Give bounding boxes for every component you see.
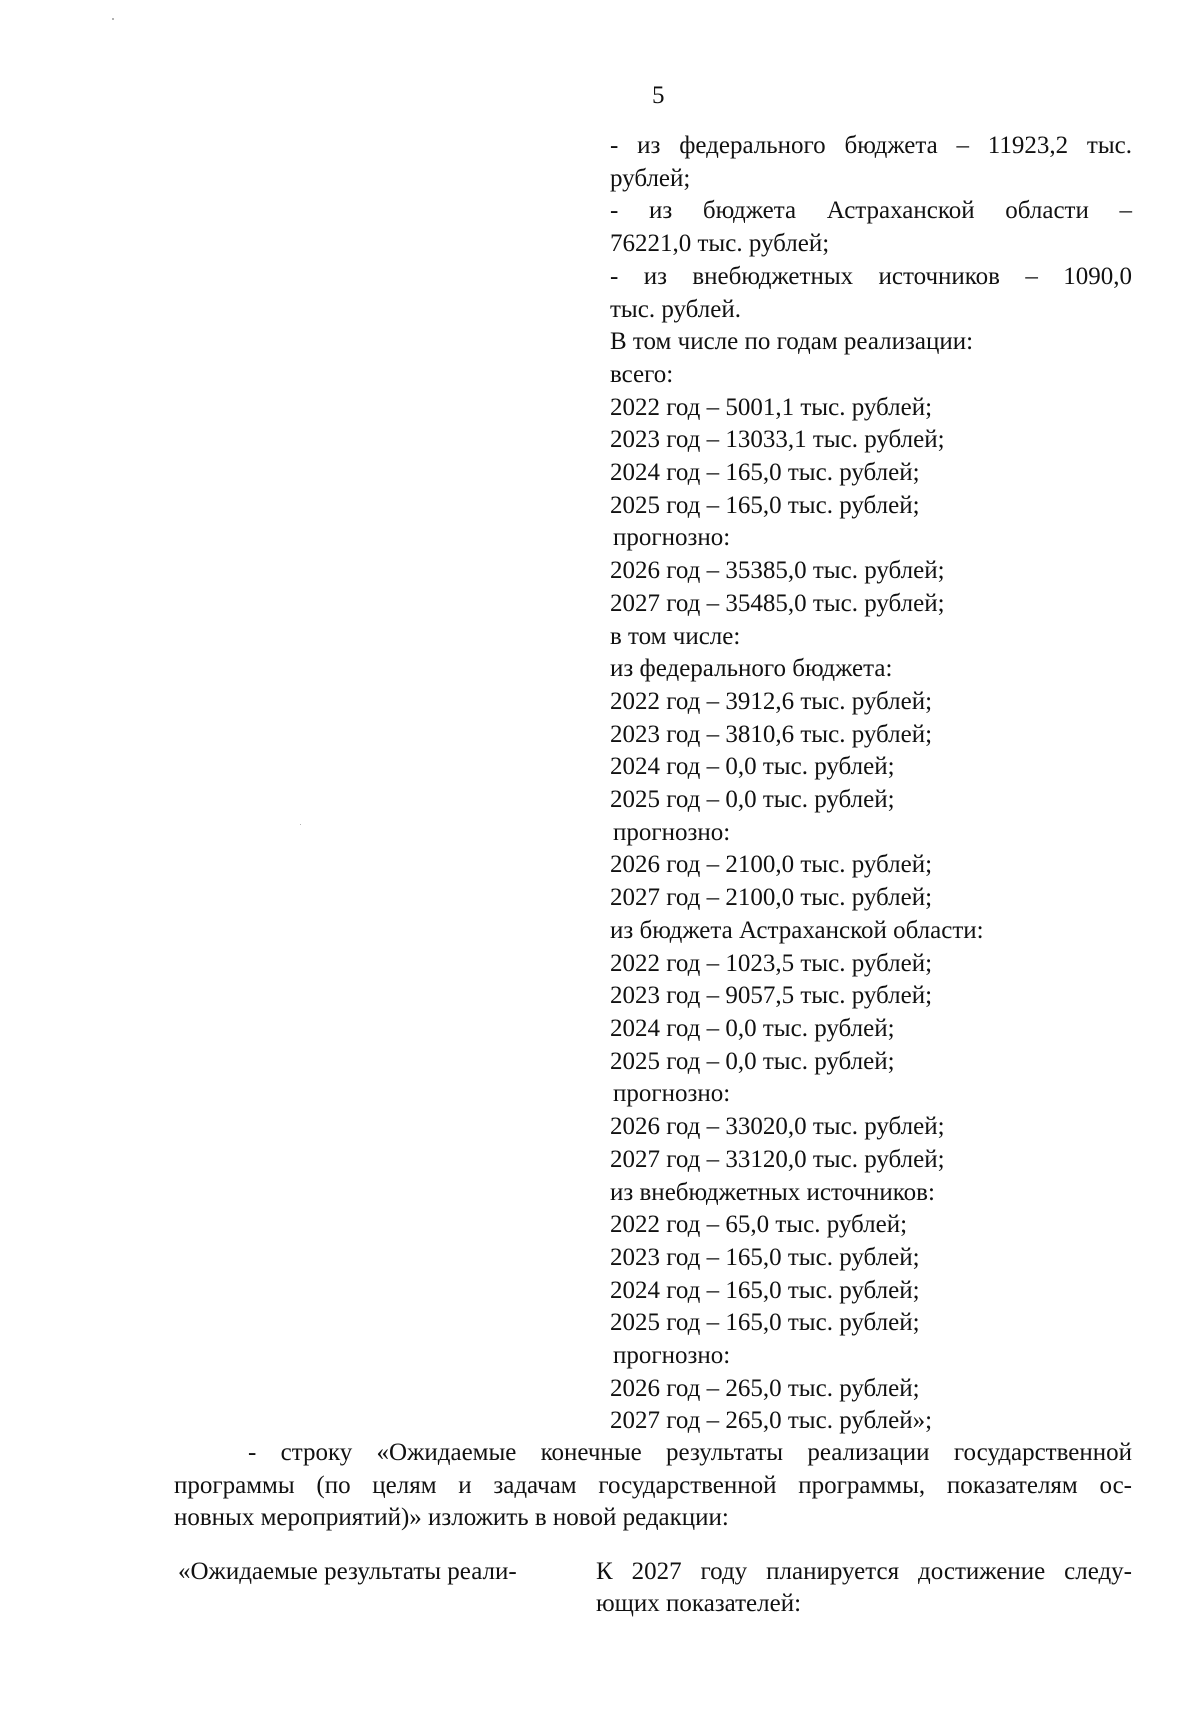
funding-line: 2026 год – 33020,0 тыс. рублей; <box>610 1113 945 1141</box>
funding-line: всего: <box>610 360 674 388</box>
paragraph-line: новных мероприятий)» изложить в новой редакции: <box>174 1504 729 1531</box>
funding-line: 2027 год – 2100,0 тыс. рублей; <box>610 884 933 912</box>
funding-line: 2026 год – 35385,0 тыс. рублей; <box>610 557 945 585</box>
funding-line: 2025 год – 165,0 тыс. рублей; <box>610 1309 920 1337</box>
funding-line: 2022 год – 5001,1 тыс. рублей; <box>610 393 933 421</box>
table-right-line: К 2027 году планируется достижение следу- <box>596 1558 1132 1585</box>
funding-line: В том числе по годам реализации: <box>610 328 974 356</box>
funding-line: в том числе: <box>610 622 741 650</box>
scan-speck <box>300 824 301 825</box>
table-right-cell <box>596 1556 1132 1620</box>
funding-line: 2023 год – 3810,6 тыс. рублей; <box>610 720 933 748</box>
funding-line: прогнозно: <box>613 1080 731 1108</box>
funding-line: из федерального бюджета: <box>610 655 893 683</box>
funding-line: 2024 год – 165,0 тыс. рублей; <box>610 459 920 487</box>
page-number: 5 <box>652 82 665 109</box>
funding-line: рублей; <box>610 164 691 192</box>
funding-line: - из внебюджетных источников – 1090,0 <box>610 262 1132 290</box>
funding-line: 2023 год – 13033,1 тыс. рублей; <box>610 426 945 454</box>
scan-speck <box>112 18 114 20</box>
funding-details-column <box>610 130 1132 1438</box>
funding-line: 2026 год – 2100,0 тыс. рублей; <box>610 851 933 879</box>
paragraph-line: - строку «Ожидаемые конечные результаты реализации государственной <box>248 1439 1132 1466</box>
funding-line: 2027 год – 265,0 тыс. рублей»; <box>610 1407 933 1435</box>
funding-line: 2022 год – 1023,5 тыс. рублей; <box>610 949 933 977</box>
funding-line: прогнозно: <box>613 818 731 846</box>
funding-line: 2027 год – 35485,0 тыс. рублей; <box>610 589 945 617</box>
funding-line: 2025 год – 0,0 тыс. рублей; <box>610 1047 895 1075</box>
amendment-paragraph <box>174 1437 1132 1535</box>
funding-line: тыс. рублей. <box>610 295 741 323</box>
funding-line: из бюджета Астраханской области: <box>610 916 984 944</box>
funding-line: 2023 год – 9057,5 тыс. рублей; <box>610 982 933 1010</box>
funding-line: 2024 год – 0,0 тыс. рублей; <box>610 1014 895 1042</box>
funding-line: 2025 год – 0,0 тыс. рублей; <box>610 786 895 814</box>
funding-line: 2022 год – 65,0 тыс. рублей; <box>610 1211 908 1239</box>
funding-line: 2022 год – 3912,6 тыс. рублей; <box>610 687 933 715</box>
funding-line: 2026 год – 265,0 тыс. рублей; <box>610 1374 920 1402</box>
funding-line: 2025 год – 165,0 тыс. рублей; <box>610 491 920 519</box>
funding-line: прогнозно: <box>613 1342 731 1370</box>
funding-line: 2027 год – 33120,0 тыс. рублей; <box>610 1145 945 1173</box>
paragraph-line: программы (по целям и задачам государственной программы, показателям ос- <box>174 1471 1132 1499</box>
funding-line: из внебюджетных источников: <box>610 1178 935 1206</box>
funding-line: - из бюджета Астраханской области – <box>610 197 1132 225</box>
funding-line: прогнозно: <box>613 524 731 552</box>
funding-line: 2024 год – 165,0 тыс. рублей; <box>610 1276 920 1304</box>
table-right-line: ющих показателей: <box>596 1590 802 1617</box>
funding-line: 76221,0 тыс. рублей; <box>610 230 830 258</box>
funding-line: - из федерального бюджета – 11923,2 тыс. <box>610 132 1132 159</box>
funding-line: 2023 год – 165,0 тыс. рублей; <box>610 1243 920 1271</box>
funding-line: 2024 год – 0,0 тыс. рублей; <box>610 753 895 781</box>
table-left-cell: «Ожидаемые результаты реали- <box>178 1558 517 1585</box>
